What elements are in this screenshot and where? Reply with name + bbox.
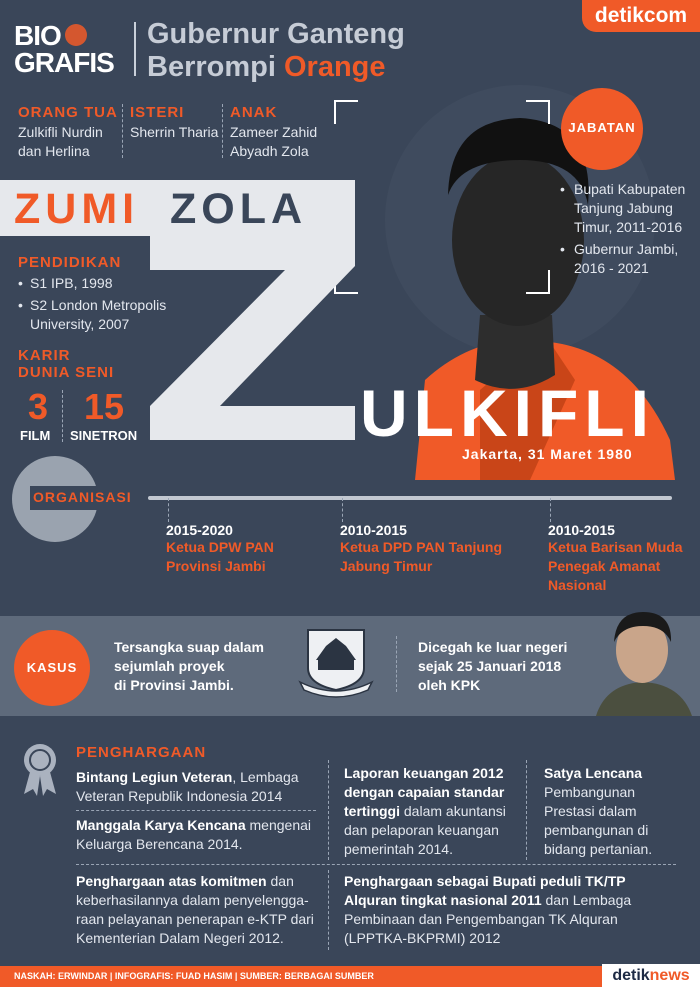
logo-dot-icon bbox=[65, 24, 87, 46]
award-item: Manggala Karya Kencana mengenai Keluarga Berencana 2014. bbox=[76, 817, 312, 852]
family-divider-2 bbox=[222, 104, 223, 158]
award-item: Bintang Legiun Veteran, Lembaga Veteran Republik Indonesia 2014 bbox=[76, 769, 299, 804]
karir-label-line1: KARIR bbox=[18, 347, 71, 364]
timeline-tick bbox=[168, 498, 169, 522]
timeline-tick bbox=[550, 498, 551, 522]
pendidikan-item: • S1 IPB, 1998 bbox=[18, 275, 113, 291]
timeline-desc-line: Ketua Barisan Muda bbox=[548, 539, 683, 555]
timeline-year: 2015-2020 bbox=[166, 522, 233, 538]
title-line1: Gubernur Ganteng bbox=[147, 18, 405, 50]
name-last: ZOLA bbox=[170, 185, 308, 233]
kasus-left-text: Tersangka suap dalam sejumlah proyek di Provinsi Jambi. bbox=[114, 639, 264, 693]
pendidikan-block bbox=[18, 254, 188, 334]
film-label: FILM bbox=[20, 428, 51, 443]
jabatan-item: • Bupati Kabupaten Tanjung Jabung Timur, 2011-2016 bbox=[560, 181, 686, 235]
name-first: ZUMI bbox=[14, 185, 140, 233]
title-line2: Berrompi Orange bbox=[147, 51, 386, 83]
kasus-divider bbox=[396, 636, 397, 692]
pendidikan-label: PENDIDIKAN bbox=[18, 254, 122, 271]
header-divider bbox=[134, 22, 136, 76]
isteri-block bbox=[130, 104, 218, 142]
page-title bbox=[147, 18, 405, 84]
isteri-label: ISTERI bbox=[130, 104, 185, 121]
name-rest: ULKIFLI bbox=[360, 376, 655, 450]
timeline-desc-line: Jabung Timur bbox=[340, 558, 433, 574]
award-medal-icon bbox=[22, 742, 58, 796]
organisasi-label: ORGANISASI bbox=[33, 489, 132, 505]
pendidikan-item: • S2 London Metropolis University, 2007 bbox=[18, 297, 167, 332]
logo-line1: BIO bbox=[14, 20, 61, 51]
kasus-label: KASUS bbox=[26, 660, 78, 675]
anak-line1: Zameer Zahid bbox=[230, 124, 318, 140]
award-item: Satya Lencana Pembangunan Prestasi dalam pembangunan di bidang pertanian. bbox=[544, 765, 653, 857]
award-item: Penghargaan atas komitmen dan keberhasilannya dalam penyelengga-raan pelayanan penerapan e-KTP dari Kementerian Dalam Negeri 2012. bbox=[76, 873, 314, 946]
detiknews-brand: detiknews bbox=[602, 964, 700, 987]
award-col-divider bbox=[526, 760, 527, 860]
timeline-item bbox=[166, 498, 326, 576]
title-accent: Orange bbox=[283, 51, 386, 83]
timeline-desc-line: Ketua DPD PAN Tanjung bbox=[340, 539, 503, 555]
jabatan-label: JABATAN bbox=[568, 120, 636, 135]
timeline-year: 2010-2015 bbox=[340, 522, 407, 538]
timeline-desc-line: Nasional bbox=[548, 577, 607, 593]
sinetron-count: 15 bbox=[84, 386, 125, 427]
birth-info: Jakarta, 31 Maret 1980 bbox=[462, 446, 633, 462]
portrait-small bbox=[586, 604, 700, 716]
anak-line2: Abyadh Zola bbox=[230, 143, 309, 159]
jabatan-item: • Gubernur Jambi, 2016 - 2021 bbox=[560, 241, 679, 276]
orang-tua-line2: dan Herlina bbox=[18, 143, 90, 159]
detikcom-brand: detikcom bbox=[582, 0, 700, 32]
sinetron-label: SINETRON bbox=[70, 428, 138, 443]
timeline-desc-line: Ketua DPW PAN bbox=[166, 539, 274, 555]
logo-line2: GRAFIS bbox=[14, 47, 114, 78]
orang-tua-line1: Zulkifli Nurdin bbox=[18, 124, 103, 140]
family-divider-1 bbox=[122, 104, 123, 158]
karir-label bbox=[18, 347, 114, 381]
orang-tua-label: ORANG TUA bbox=[18, 104, 118, 121]
timeline-year: 2010-2015 bbox=[548, 522, 615, 538]
anak-block bbox=[230, 104, 317, 161]
footer-credits: NASKAH: ERWINDAR | INFOGRAFIS: FUAD HASIM | SUMBER: BERBAGAI SUMBER bbox=[14, 971, 374, 981]
timeline-tick bbox=[342, 498, 343, 522]
timeline-item bbox=[548, 498, 698, 595]
karir-label-line2: DUNIA SENI bbox=[18, 364, 115, 381]
award-col-divider bbox=[328, 760, 329, 860]
jambi-emblem-icon bbox=[296, 624, 376, 698]
award-col-divider bbox=[328, 870, 329, 950]
award-divider bbox=[76, 864, 676, 865]
timeline-item bbox=[340, 498, 530, 576]
orang-tua-block bbox=[18, 104, 118, 161]
award-item: Laporan keuangan 2012 dengan capaian standar tertinggi dalam akuntansi dan pelaporan keuangan pemerintah 2014. bbox=[344, 765, 506, 857]
timeline-desc-line: Provinsi Jambi bbox=[166, 558, 266, 574]
isteri-value: Sherrin Tharia bbox=[130, 124, 219, 140]
anak-label: ANAK bbox=[230, 104, 278, 121]
biografis-logo bbox=[14, 22, 126, 78]
kasus-right-text: Dicegah ke luar negeri sejak 25 Januari 2018 oleh KPK bbox=[418, 639, 568, 693]
jabatan-list bbox=[560, 180, 695, 278]
karir-divider bbox=[62, 390, 63, 442]
award-divider bbox=[76, 810, 316, 811]
timeline-desc-line: Penegak Amanat bbox=[548, 558, 661, 574]
film-count: 3 bbox=[28, 386, 49, 427]
award-item: Penghargaan sebagai Bupati peduli TK/TP Alquran tingkat nasional 2011 dan Lembaga Pembinaan dan Pengembangan TK Alquran (LPPTKA-BKPRMI) 2012 bbox=[344, 873, 632, 946]
penghargaan-label: PENGHARGAAN bbox=[76, 744, 207, 761]
